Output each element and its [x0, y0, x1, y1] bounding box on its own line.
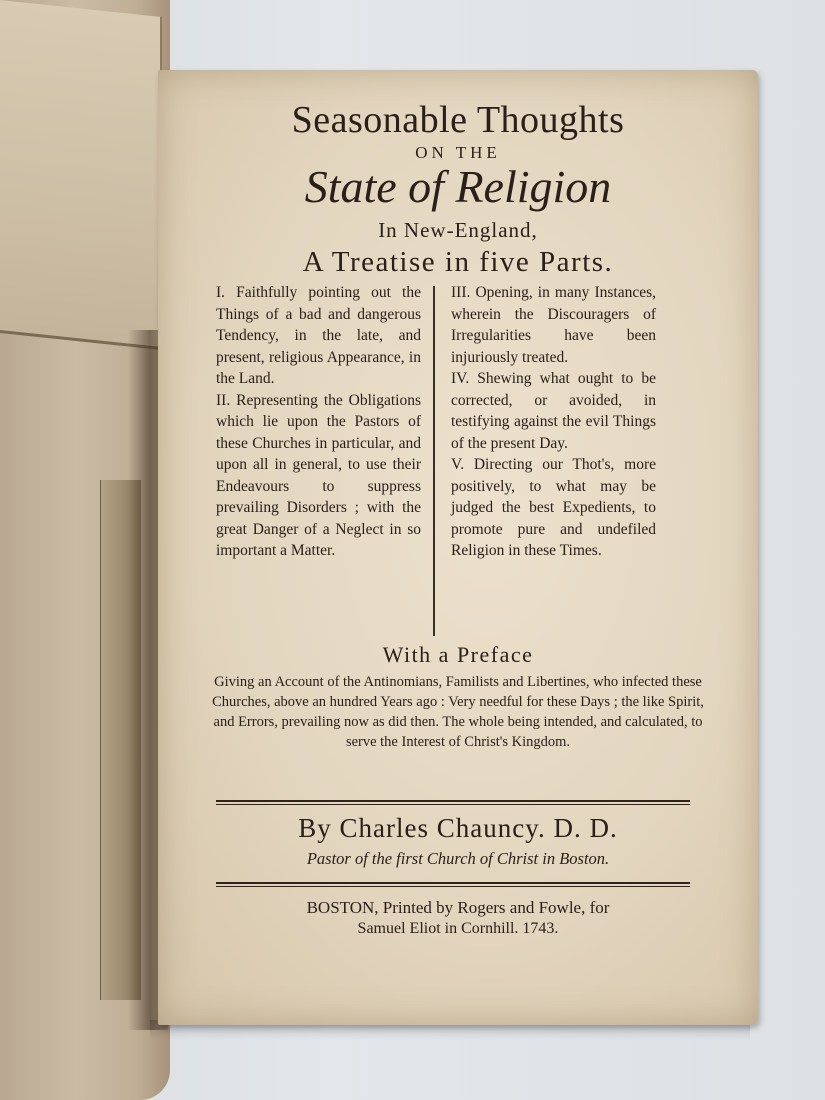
imprint-line-2: Samuel Eliot in Cornhill. 1743. [357, 920, 559, 937]
preface-heading: With a Preface [382, 642, 534, 667]
rule-top-thin [216, 804, 690, 805]
title-line-1: Seasonable Thoughts [291, 99, 625, 141]
title-line-2: ON THE [415, 143, 501, 162]
parts-left-column [216, 282, 421, 652]
title-line-4: In New-England, [378, 218, 538, 242]
part-3: III. Opening, in many Instances, wherein the Discouragers of Irregularities have been injuriously treated. [451, 284, 656, 366]
preface-text: Giving an Account of the Antinomians, Familists and Libertines, who infected these Churches, above an hundred Years ago : Very needful for these Days ; the like Spirit, and Errors, prevailing now as did then. The whole being intended, and calculated, to serve the Interest of Christ's Kingdom. [212, 674, 704, 750]
rule-top [216, 800, 690, 802]
column-divider [433, 286, 435, 636]
author-role: Pastor of the first Church of Christ in Boston. [306, 849, 610, 868]
imprint-line-1: BOSTON, Printed by Rogers and Fowle, for [306, 898, 610, 917]
part-2: II. Representing the Obligations which lie upon the Pastors of these Churches in particular, and upon all in general, to use their Endeavours to suppress prevailing Disorders ; with the great Danger of a Neglect in so important a Matter. [216, 391, 421, 559]
author-line: By Charles Chauncy. D. D. [298, 813, 618, 843]
part-4: IV. Shewing what ought to be corrected, or avoided, in testifying against the evil Things of the present Day. [451, 370, 656, 452]
parts-right-column [451, 282, 656, 652]
title-line-5: A Treatise in five Parts. [302, 246, 614, 278]
rule-bottom [216, 882, 690, 884]
parts-columns [216, 282, 656, 652]
flyleaf [0, 0, 162, 350]
part-1: I. Faithfully pointing out the Things of a bad and dangerous Tendency, in the late, and present, religious Appearance, in the Land. [216, 284, 421, 387]
title-line-3: State of Religion [304, 161, 612, 212]
rule-bottom-thin [216, 886, 690, 887]
title-page [158, 70, 758, 1025]
part-5: V. Directing our Thot's, more positively, to what may be judged the best Expedients, to promote pure and undefiled Religion in these Times. [451, 456, 656, 559]
